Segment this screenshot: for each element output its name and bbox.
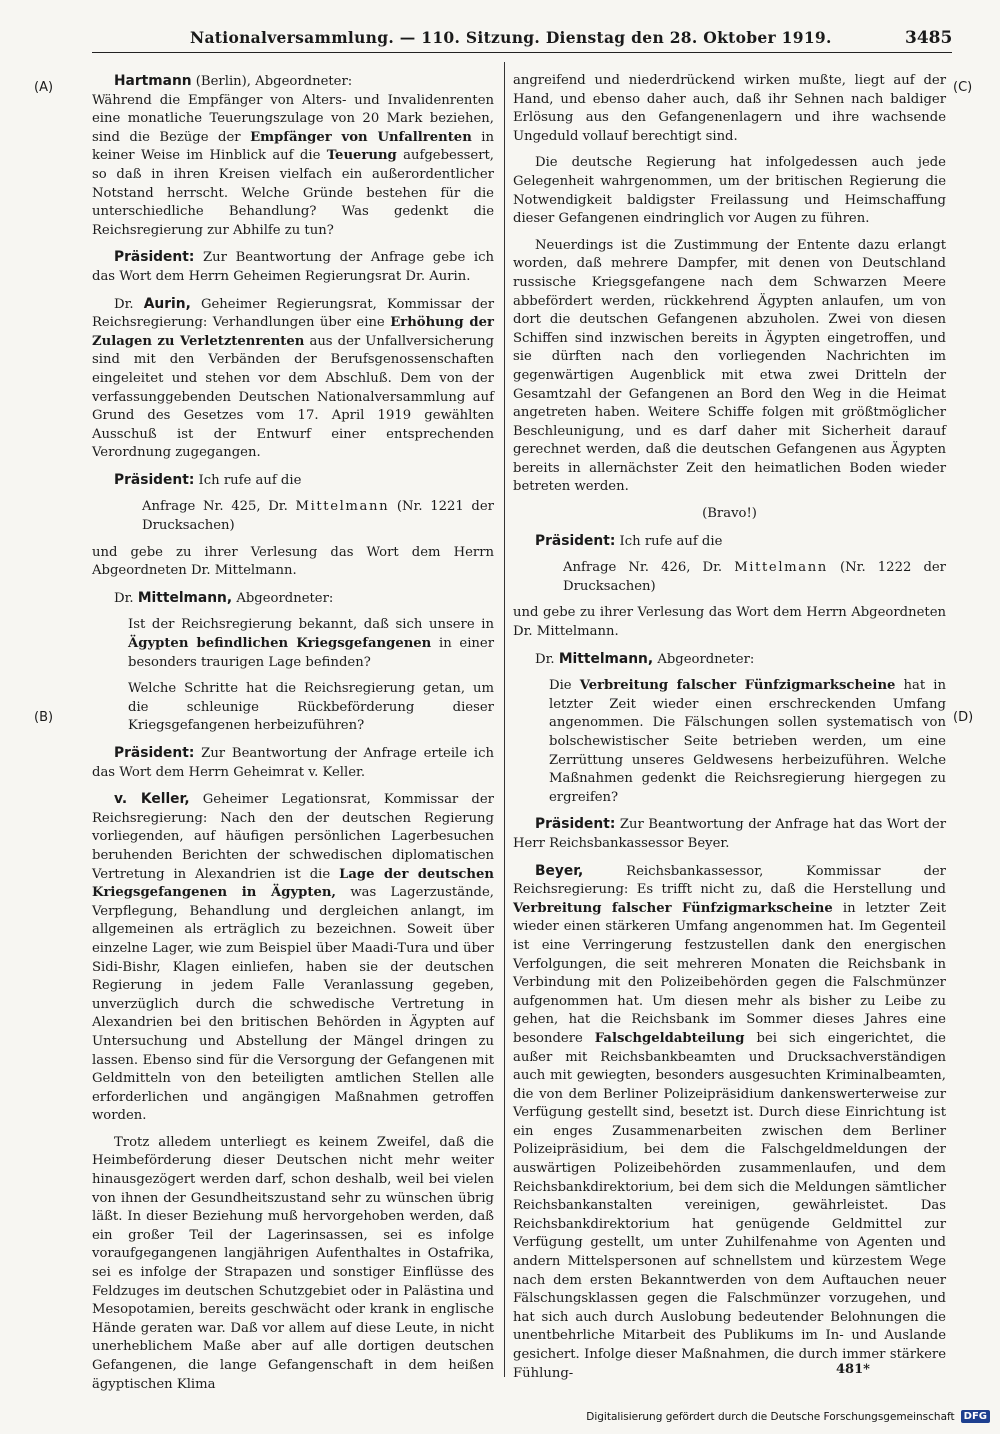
text-span: Anfrage Nr. 425, Dr.: [142, 499, 296, 515]
text-span: in einer besonders traurigen Lage befinden?: [128, 636, 495, 670]
paragraph-keller-cont: Trotz alledem unterliegt es keinem Zweifel, daß die Heimbeförderung dieser Deutschen nicht mehr weiter hinausgezögert werden darf, schon deshalb, weil bei vielen von ihnen der Gesundheitszustand sehr zu wünschen übrig läßt. In dieser Beziehung muß hervorgehoben werden, daß ein großer Teil der Lagerinsassen, sei es infolge voraufgegangenen langjährigen Aufenthaltes in Ostafrika, sei es infolge der Strapazen und sonstiger Einflüsse des Feldzuges im deutschen Schutzgebiet oder in Palästina und Mesopotamien, bereits geschwächt oder krank in englische Hände geraten war. Daß vor allem auf diese Leute, in nicht unerheblichem Maße aber auf alle dortigen deutschen Gefangenen, die lange Gefangenschaft in dem heißen ägyptischen Klima: [92, 1134, 494, 1392]
text-span: Reichsbankassessor, Kommissar der Reichsregierung: Es trifft nicht zu, daß die Herstellung und: [513, 863, 946, 898]
header-rule: [92, 52, 952, 53]
speaker-role: (Berlin), Abgeordneter:: [191, 74, 353, 89]
footer-credit: [586, 1410, 990, 1423]
emphasis-text: Verbreitung falscher Fünfzigmarkscheine: [513, 900, 833, 916]
sheet-number: 481*: [836, 1362, 870, 1377]
inquiry-reference: [513, 559, 946, 596]
emphasis-text: Mittelmann: [734, 560, 828, 576]
text-span: Anfrage Nr. 426, Dr.: [563, 560, 735, 576]
paragraph-mittelmann-intro: [92, 589, 494, 609]
speaker-name: Präsident:: [535, 532, 616, 549]
text-span: in letzter Zeit wieder einen stärkeren Umfang angenommen hat. Im Gegenteil ist eine Verringerung festzustellen dank den energischen Verfolgungen, die seit mehreren Monaten die Reichsbank in Verbindung mit den Polizeibehörden gegen die Falschmünzer aufgenommen hat. Um diesen mehr als bisher zu Leibe zu gehen, hat die Reichsbank im Sommer dieses Jahres eine besondere: [513, 900, 946, 1046]
text-span: Zur Beantwortung der Anfrage hat das Wort der Herr Reichsbankassessor Beyer.: [513, 817, 946, 851]
text-span: Ich rufe auf die: [194, 472, 302, 488]
right-column: [513, 72, 946, 1391]
paragraph-keller-cont-4: Neuerdings ist die Zustimmung der Entente dazu erlangt worden, daß mehrere Dampfer, mit denen von Deutschland russische Kriegsgefangene nach dem Schwarzen Meere abbefördert werden, rückkehrend Ägypten anlaufen, um von dort die deutschen Gefangenen abzuholen. Zwei von diesen Schiffen sind inzwischen bereits in Ägypten eingetroffen, und sie dürften nach den vorliegenden Nachrichten im gegenwärtigen Augenblick mit etwa zwei Dritteln der Gesamtzahl der Gefangenen an Bord den Weg in die Heimat angetreten haben. Weitere Schiffe folgen mit größtmöglicher Beschleunigung, und es darf daher mit Sicherheit darauf gerechnet werden, daß die deutschen Gefangenen aus Ägypten bereits in allernächster Zeit den heimatlichen Boden wieder betreten werden.: [513, 237, 946, 495]
emphasis-text: Ägypten befindlichen Kriegsgefangenen: [128, 636, 432, 652]
paragraph-keller-cont-2: angreifend und niederdrückend wirken mußte, liegt auf der Hand, und ebenso daher auch, daß ihr Sehnen nach baldiger Erlösung aus den Gefangenenlagern und ihre wachsende Ungeduld vollauf berechtigt sind.: [513, 73, 946, 144]
inquiry-text: Welche Schritte hat die Reichsregierung getan, um die schleunige Rückbeförderung dieser Kriegsgefangenen herbeizuführen?: [128, 681, 494, 734]
margin-mark-c: (C): [953, 80, 973, 95]
speaker-name: v. Keller,: [114, 791, 190, 808]
speaker-role: Abgeordneter:: [653, 651, 755, 667]
running-header: Nationalversammlung. — 110. Sitzung. Dienstag den 28. Oktober 1919.: [190, 28, 832, 47]
inquiry-reference: [92, 498, 494, 535]
paragraph-president-2: [92, 471, 494, 491]
text-span: Während die Empfänger von Alters- und Invalidenrenten eine monatliche Teuerungszulage von 20 Mark beziehen, sind die Bezüge der: [92, 92, 494, 145]
text-span: (Nr. 1222 der Drucksachen): [563, 560, 946, 594]
paragraph-aurin-answer: [92, 295, 494, 463]
emphasis-text: Empfänger von Unfallrenten: [250, 129, 472, 145]
margin-mark-d: (D): [953, 710, 974, 725]
emphasis-text: Falschgeldabteilung: [594, 1030, 745, 1046]
speaker-role: Abgeordneter:: [232, 590, 334, 606]
text-span: Zur Beantwortung der Anfrage gebe ich das Wort dem Herrn Geheimen Regierungsrat Dr. Aurin.: [92, 250, 494, 284]
emphasis-text: Verbreitung falscher Fünfzigmarkscheine: [579, 678, 896, 694]
column-divider: [504, 62, 505, 1377]
footer-text: Digitalisierung gefördert durch die Deutsche Forschungsgemeinschaft: [586, 1410, 955, 1423]
speaker-name: Präsident:: [114, 745, 195, 761]
paragraph-president-4: [513, 532, 946, 552]
text-span: in keiner Weise im Hinblick auf die: [92, 129, 494, 164]
inquiry-text: [92, 616, 494, 672]
speaker-name: Beyer,: [535, 862, 584, 879]
speaker-name: Präsident:: [114, 249, 195, 266]
margin-mark-b: (B): [34, 710, 54, 725]
text-span: was Lagerzustände, Verpflegung, Behandlung und dergleichen anlangt, im allgemeinen als erträglich zu bezeichnen. Soweit über einzelne Lager, wie zum Beispiel über Maadi-Tura und über Sidi-Bishr, Klagen einliefen, haben sie der deutschen Regierung in jedem Falle Veranlassung gegeben, unverzüglich durch die schwedische Vertretung in Alexandrien bei den britischen Behörden in Ägypten auf Untersuchung und Abstellung der Mängel dringen zu lassen. Ebenso sind für die Versorgung der Gefangenen mit Geldmitteln von den beteiligten amtlichen Stellen alle erforderlichen und angängigen Maßnahmen getroffen worden.: [92, 885, 494, 1124]
text-span: hat in letzter Zeit wieder einen erschreckenden Umfang angenommen. Die Fälschungen sollen systematisch von bolschewistischer Seite betrieben werden, um eine Zerrüttung unseres Geldwesens herbeizuführen. Welche Maßnahmen gedenkt die Reichsregierung hiergegen zu ergreifen?: [549, 678, 946, 805]
text-span: Die: [549, 678, 580, 694]
paragraph-president-2-cont: und gebe zu ihrer Verlesung das Wort dem Herrn Abgeordneten Dr. Mittelmann.: [92, 544, 494, 579]
paragraph-president-4-cont: und gebe zu ihrer Verlesung das Wort dem Herrn Abgeordneten Dr. Mittelmann.: [513, 605, 946, 640]
speaker-name: Mittelmann,: [558, 650, 654, 667]
page-number: 3485: [905, 28, 953, 48]
paragraph-mittelmann-intro-2: [513, 650, 946, 670]
paragraph-president-5: [513, 815, 946, 853]
paragraph-keller-cont-3: Die deutsche Regierung hat infolgedessen auch jede Gelegenheit wahrgenommen, um der britischen Regierung die Notwendigkeit baldigster Freilassung und Heimschaffung dieser Gefangenen eindringlich vor Augen zu führen.: [513, 155, 946, 227]
text-span: Ist der Reichsregierung bekannt, daß sich unsere in: [128, 617, 494, 633]
emphasis-text: Erhöhung der Zulagen zu Verletztenrenten: [92, 315, 494, 349]
paragraph-president-3: [92, 744, 494, 782]
text-span: aus der Unfallversicherung sind mit den Verbänden der Berufsgenossenschaften eingeleitet und stehen vor dem Abschluß. Dem von der verfassunggebenden Deutschen Nationalversammlung auf Grund des Gesetzes vom 17. April 1919 gewählten Ausschuß ist der Entwurf einer entsprechenden Verordnung zugegangen.: [92, 333, 495, 461]
text-span: (Nr. 1221 der Drucksachen): [142, 499, 494, 534]
speaker-name: Mittelmann,: [137, 589, 233, 606]
paragraph-beyer-answer: [513, 862, 946, 1384]
title-prefix: Dr.: [114, 296, 144, 312]
emphasis-text: Teuerung: [326, 148, 397, 164]
speaker-name: Hartmann: [114, 73, 192, 89]
left-column: [92, 72, 494, 1402]
emphasis-text: Lage der deutschen Kriegsgefangenen in Ägypten,: [92, 866, 495, 901]
margin-mark-a: (A): [34, 80, 54, 95]
text-span: Zur Beantwortung der Anfrage erteile ich das Wort dem Herrn Geheimrat v. Keller.: [92, 746, 494, 780]
paragraph-keller-answer: [92, 790, 494, 1126]
paragraph-president-1: [92, 248, 494, 286]
text-span: aufgebessert, so daß in ihren Kreisen vielfach ein außerordentlicher Notstand herrscht. Welche Gründe bestehen für die unterschiedliche Behandlung? Was gedenkt die Reichsregierung zur Abhilfe zu tun?: [92, 148, 494, 238]
emphasis-text: Mittelmann: [295, 499, 390, 515]
speaker-name: Präsident:: [535, 816, 616, 833]
text-span: Geheimer Regierungsrat, Kommissar der Reichsregierung: Verhandlungen über eine: [92, 296, 495, 331]
text-span: Ich rufe auf die: [615, 533, 723, 549]
title-prefix: Dr.: [535, 651, 559, 667]
interjection-bravo: (Bravo!): [702, 506, 757, 522]
text-span: Geheimer Legationsrat, Kommissar der Reichsregierung: Nach den der deutschen Regierung vorliegenden, auf häufigen persönlichen Lagerbesuchen beruhenden Berichten der schwedischen diplomatischen Vertretung in Alexandrien ist die: [92, 792, 494, 882]
dfg-logo: DFG: [961, 1410, 990, 1423]
speaker-name: Präsident:: [114, 471, 195, 488]
inquiry-text: [513, 677, 946, 807]
title-prefix: Dr.: [114, 590, 138, 606]
paragraph-hartmann-question: [92, 72, 494, 240]
speaker-name: Aurin,: [143, 295, 191, 312]
text-span: bei sich eingerichtet, die außer mit Reichsbankbeamten und Drucksachverständigen auch mit gewiegten, besonders ausgesuchten Kriminalbeamten, die von dem Berliner Polizeipräsidium dankenswerterweise zur Verfügung gestellt sind, besetzt ist. Durch diese Einrichtung ist ein enges Zusammenarbeiten zwischen dem Berliner Polizeipräsidium, bei dem die Falschgeldmeldungen der auswärtigen Polizeibehörden zusammenlaufen, und dem Reichsbankdirektorium, bei dem sich die Meldungen sämtlicher Reichsbankanstalten vereinigen, gewährleistet. Das Reichsbankdirektorium hat genügende Geldmittel zur Verfügung gestellt, um unter Zuhilfenahme von Agenten und andern Mittelspersonen auf schnellstem und kürzestem Wege nach dem ersten Bekanntwerden von dem Auftauchen neuer Fälschungsklassen gegen die Falschmünzer vorzugehen, und hat sich auch durch Auslobung bedeutender Belohnungen die unentbehrliche Mitarbeit des Publikums im In- und Auslande gesichert. Infolge dieser Maßnahmen, die durch immer stärkere Fühlung-: [513, 1030, 946, 1381]
